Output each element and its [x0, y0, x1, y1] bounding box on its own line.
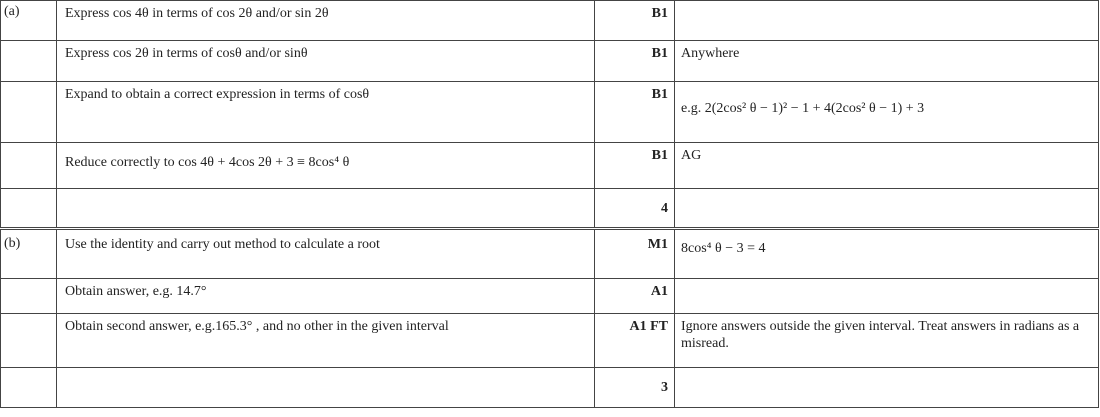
part-total: 3 [595, 368, 675, 408]
mark-code: M1 [595, 229, 675, 279]
step-description: Expand to obtain a correct expression in terms of cosθ [57, 82, 595, 143]
guidance-note: AG [675, 143, 1099, 189]
table-row [1, 82, 1099, 143]
table-row [1, 1, 1099, 41]
guidance-note [675, 279, 1099, 314]
guidance-note: Ignore answers outside the given interval. Treat answers in radians as a misread. [675, 314, 1099, 368]
step-description [57, 368, 595, 408]
step-description: Express cos 4θ in terms of cos 2θ and/or sin 2θ [57, 1, 595, 41]
part-label [1, 143, 57, 189]
table-row [1, 368, 1099, 408]
step-description: Use the identity and carry out method to calculate a root [57, 229, 595, 279]
part-label [1, 189, 57, 229]
part-label: (a) [1, 1, 57, 41]
part-label [1, 314, 57, 368]
guidance-note: Anywhere [675, 41, 1099, 82]
table-row [1, 41, 1099, 82]
table-row [1, 229, 1099, 279]
step-description: Reduce correctly to cos 4θ + 4cos 2θ + 3 ≡ 8cos⁴ θ [57, 143, 595, 189]
part-total: 4 [595, 189, 675, 229]
step-description: Obtain second answer, e.g.165.3° , and no other in the given interval [57, 314, 595, 368]
step-description [57, 189, 595, 229]
guidance-note [675, 189, 1099, 229]
mark-code: A1 FT [595, 314, 675, 368]
table-row [1, 314, 1099, 368]
mark-code: A1 [595, 279, 675, 314]
guidance-expression: e.g. 2(2cos² θ − 1)² − 1 + 4(2cos² θ − 1) + 3 [681, 101, 925, 116]
table-row [1, 279, 1099, 314]
guidance-cell [675, 82, 1099, 143]
step-description: Express cos 2θ in terms of cosθ and/or sinθ [57, 41, 595, 82]
guidance-note: 8cos⁴ θ − 3 = 4 [675, 229, 1099, 279]
mark-code: B1 [595, 82, 675, 143]
part-label [1, 368, 57, 408]
mark-code: B1 [595, 41, 675, 82]
table-row [1, 143, 1099, 189]
step-description: Obtain answer, e.g. 14.7° [57, 279, 595, 314]
mark-code: B1 [595, 1, 675, 41]
part-label [1, 41, 57, 82]
part-label [1, 82, 57, 143]
guidance-note [675, 368, 1099, 408]
mark-code: B1 [595, 143, 675, 189]
table-row [1, 189, 1099, 229]
part-label [1, 279, 57, 314]
part-label: (b) [1, 229, 57, 279]
guidance-note [675, 1, 1099, 41]
